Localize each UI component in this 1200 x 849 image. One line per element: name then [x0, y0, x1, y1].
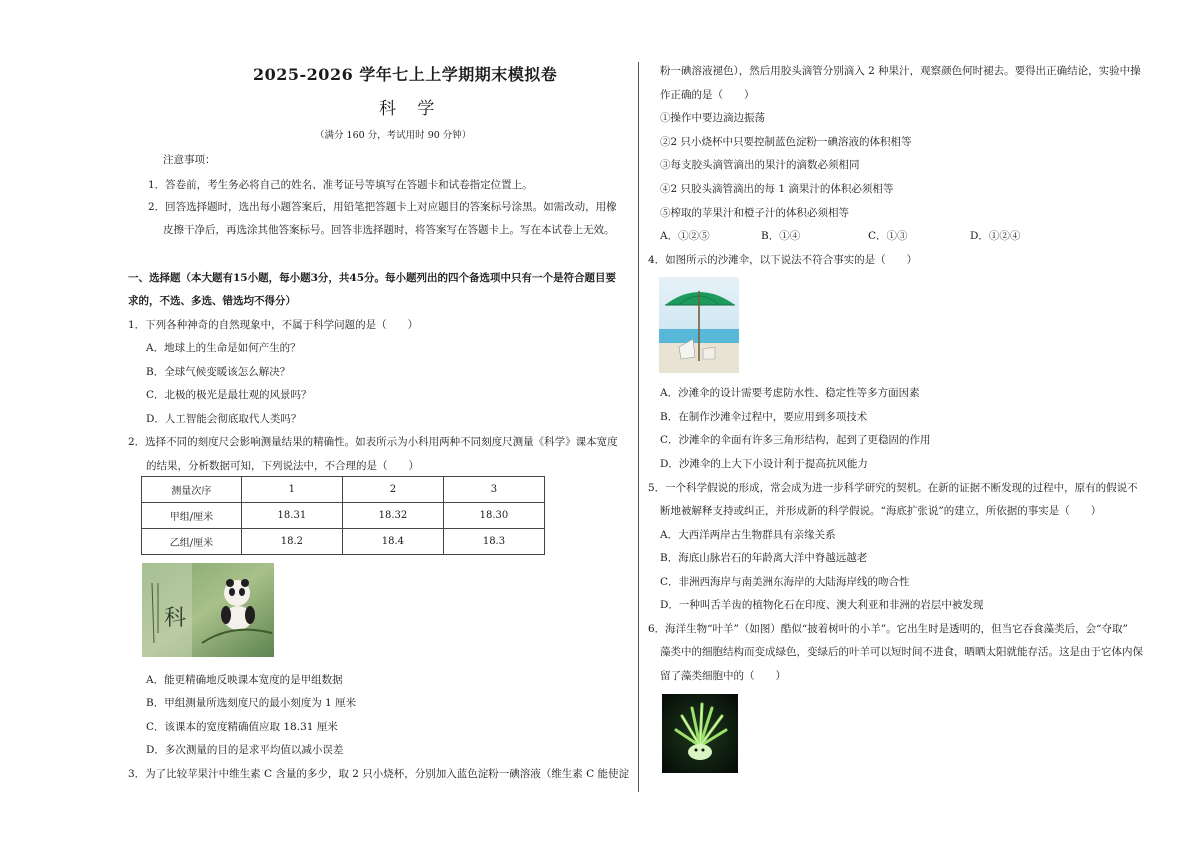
q1-option-d: D．人工智能会彻底取代人类吗？	[146, 413, 302, 425]
q6-stem-line3: 留了藻类细胞中的（ ）	[660, 670, 786, 682]
q3-option-d: D．①②④	[970, 230, 1021, 242]
q3-statement-5: ⑤榨取的苹果汁和橙子汁的体积必须相等	[660, 207, 849, 219]
notice-heading: 注意事项：	[163, 154, 216, 166]
beach-umbrella-image	[659, 277, 739, 373]
table-cell: 18.30	[443, 503, 544, 529]
q3-option-a: A．①②⑤	[660, 230, 710, 242]
table-header-cell: 2	[342, 477, 443, 503]
q5-stem-line1: 5．一个科学假说的形成，常会成为进一步科学研究的契机。在新的证据不断发现的过程中，原有的假说不	[648, 482, 1138, 494]
table-cell: 甲组/厘米	[142, 503, 242, 529]
q3-statement-3: ③每支胶头滴管滴出的果汁的滴数必须相同	[660, 159, 860, 171]
q2-option-c: C．该课本的宽度精确值应取 18.31 厘米	[146, 721, 338, 733]
q3-statement-1: ①操作中要边滴边振荡	[660, 112, 765, 124]
table-cell: 18.4	[342, 529, 443, 555]
column-divider	[638, 62, 639, 792]
notice-item-1: 1．答卷前，考生务必将自己的姓名、准考证号等填写在答题卡和试卷指定位置上。	[148, 179, 533, 191]
table-row	[142, 529, 545, 555]
table-cell: 乙组/厘米	[142, 529, 242, 555]
q4-option-a: A．沙滩伞的设计需要考虑防水性、稳定性等多方面因素	[660, 387, 920, 399]
q3-option-b: B．①④	[761, 230, 801, 242]
q4-option-d: D．沙滩伞的上大下小设计利于提高抗风能力	[660, 458, 868, 470]
q3-stem-line2: 粉一碘溶液褪色），然后用胶头滴管分别滴入 2 种果汁，观察颜色何时褪去。要得出正确结论，实验中操	[660, 65, 1141, 77]
table-cell: 18.32	[342, 503, 443, 529]
q2-option-b: B．甲组测量所选刻度尺的最小刻度为 1 厘米	[146, 697, 357, 709]
table-cell: 18.2	[241, 529, 342, 555]
notice-item-2-line2: 皮擦干净后，再选涂其他答案标号。回答非选择题时，将答案写在答题卡上。写在本试卷上无效。	[163, 224, 615, 236]
subject-title: 科 学	[379, 99, 443, 119]
leaf-sheep-image	[662, 694, 738, 773]
svg-text:科: 科	[164, 606, 187, 631]
q5-option-d: D．一种叫舌羊齿的植物化石在印度、澳大利亚和非洲的岩层中被发现	[660, 599, 984, 611]
q1-stem: 1．下列各种神奇的自然现象中，不属于科学问题的是（ ）	[128, 319, 419, 331]
q3-option-c: C．①③	[868, 230, 908, 242]
q4-option-b: B．在制作沙滩伞过程中，要应用到多项技术	[660, 411, 868, 423]
q6-stem-line1: 6．海洋生物“叶羊”（如图）酷似“披着树叶的小羊”。它出生时是透明的，但当它吞食藻类后，会“夺取”	[648, 623, 1128, 635]
section-heading-line1: 一、选择题（本大题有15小题，每小题3分，共45分。每小题列出的四个备选项中只有一个是符合题目要	[128, 272, 617, 284]
q3-statement-2: ②2 只小烧杯中只要控制蓝色淀粉一碘溶液的体积相等	[660, 136, 912, 148]
q2-option-d: D．多次测量的目的是求平均值以减小误差	[146, 744, 344, 756]
section-heading-line2: 求的，不选、多选、错选均不得分）	[128, 295, 296, 307]
q5-option-b: B．海底山脉岩石的年龄离大洋中脊越远越老	[660, 552, 868, 564]
q3-stem-line1: 3．为了比较苹果汁中维生素 C 含量的多少，取 2 只小烧杯，分别加入蓝色淀粉一碘溶液（维生素 C 能使淀	[128, 768, 629, 780]
score-note: （满分 160 分，考试用时 90 分钟）	[315, 130, 472, 141]
q5-stem-line2: 断地被解释支持或纠正，并形成新的科学假说。“海底扩张说”的建立，所依据的事实是（ ）	[660, 505, 1102, 517]
q2-option-a: A．能更精确地反映课本宽度的是甲组数据	[146, 674, 343, 686]
q4-stem: 4．如图所示的沙滩伞，以下说法不符合事实的是（ ）	[648, 254, 918, 266]
q2-stem-line1: 2．选择不同的刻度尺会影响测量结果的精确性。如表所示为小科用两种不同刻度尺测量《科学》课本宽度	[128, 436, 618, 448]
textbook-cover-image	[142, 563, 274, 657]
q1-option-b: B．全球气候变暖该怎么解决？	[146, 366, 291, 378]
table-header-cell: 测量次序	[142, 477, 242, 503]
q5-option-c: C．非洲西海岸与南美洲东海岸的大陆海岸线的吻合性	[660, 576, 910, 588]
q2-stem-line2: 的结果，分析数据可知，下列说法中，不合理的是（ ）	[146, 460, 419, 472]
table-row	[142, 503, 545, 529]
q3-stem-line3: 作正确的是（ ）	[660, 89, 755, 101]
q3-statement-4: ④2 只胶头滴管滴出的每 1 滴果汁的体积必须相等	[660, 183, 894, 195]
table-header-cell: 1	[241, 477, 342, 503]
table-cell: 18.3	[443, 529, 544, 555]
table-cell: 18.31	[241, 503, 342, 529]
table-header-row	[142, 477, 545, 503]
measurement-table	[141, 476, 545, 555]
table-header-cell: 3	[443, 477, 544, 503]
exam-title: 2025-2026 学年七上上学期期末模拟卷	[253, 65, 558, 84]
q1-option-a: A．地球上的生命是如何产生的？	[146, 342, 301, 354]
q1-option-c: C．北极的极光是最壮观的风景吗？	[146, 389, 312, 401]
notice-item-2-line1: 2．回答选择题时，选出每小题答案后，用铅笔把答题卡上对应题目的答案标号涂黑。如需改动，用橡	[148, 201, 617, 213]
q5-option-a: A．大西洋两岸古生物群具有亲缘关系	[660, 529, 836, 541]
q4-option-c: C．沙滩伞的伞面有许多三角形结构，起到了更稳固的作用	[660, 434, 931, 446]
q6-stem-line2: 藻类中的细胞结构而变成绿色，变绿后的叶羊可以短时间不进食，晒晒太阳就能存活。这是由于它体内保	[660, 646, 1143, 658]
